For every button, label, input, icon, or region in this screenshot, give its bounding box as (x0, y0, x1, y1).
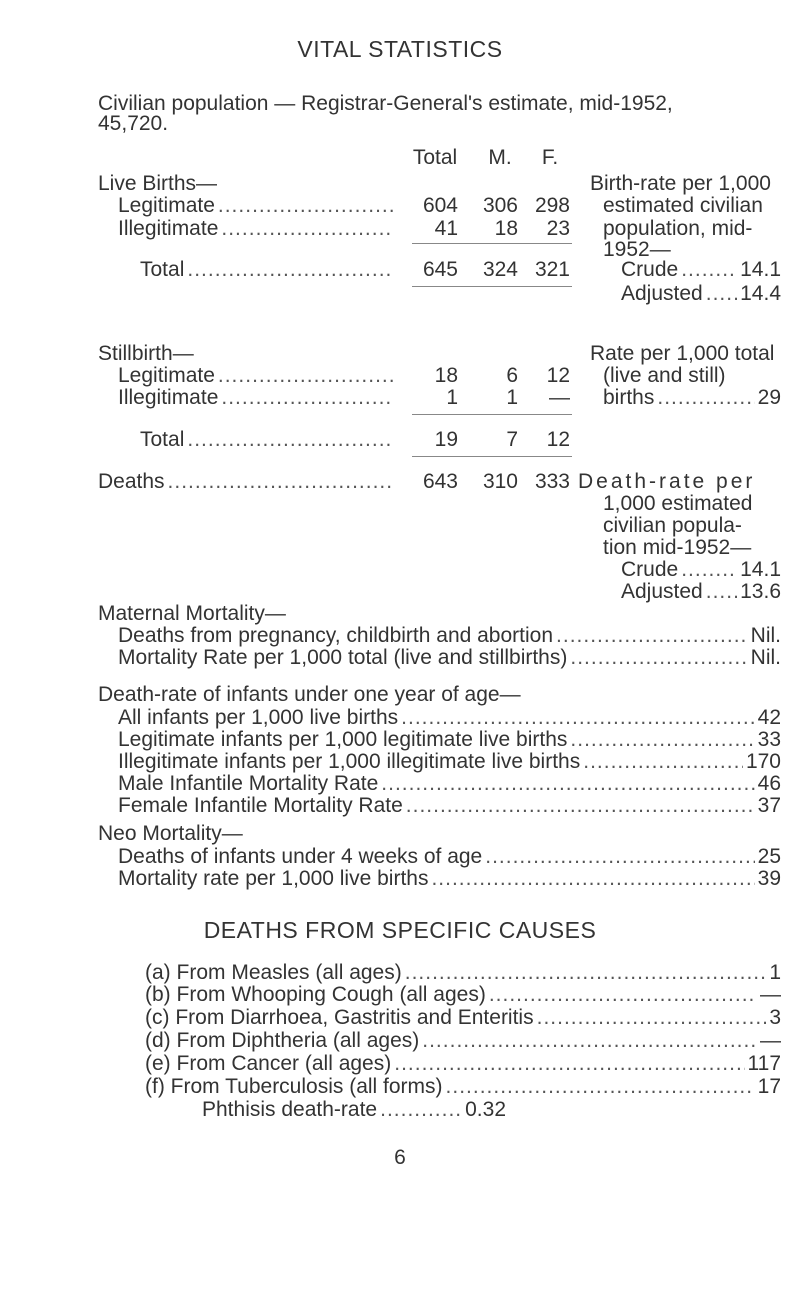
live-illegitimate-total: 41 (434, 217, 458, 240)
still-total-row: Total ..... (140, 428, 396, 452)
death-rate-line-1: Death-rate per (578, 470, 756, 493)
cause-row: (a) From Measles (all ages) ..... 1 (145, 961, 781, 985)
still-legitimate-total: 18 (434, 364, 458, 387)
phthisis-row: Phthisis death-rate ..... 0.32 (202, 1098, 506, 1122)
still-legitimate-row: Legitimate ..... (118, 364, 396, 388)
live-illegitimate-row: Illegitimate ..... (118, 217, 396, 241)
still-illegitimate-row: Illegitimate ..... (118, 386, 396, 410)
header-total: Total (412, 146, 458, 169)
page-number: 6 (394, 1146, 406, 1169)
infant-row: Female Infantile Mortality Rate ..... 37 (118, 794, 781, 818)
still-rate-line-1: Rate per 1,000 total (590, 342, 775, 365)
still-illegitimate-m: 1 (506, 386, 518, 409)
live-legitimate-f: 298 (534, 194, 570, 217)
infant-row: All infants per 1,000 live births ..... 42 (118, 706, 781, 730)
infant-row: Legitimate infants per 1,000 legitimate live births ..... 33 (118, 728, 781, 752)
infant-label: Death-rate of infants under one year of age— (98, 683, 521, 706)
deaths-f: 333 (534, 470, 570, 493)
still-illegitimate-f: — (549, 386, 570, 409)
still-rate-line-2: (live and still) (603, 364, 726, 387)
still-legitimate-m: 6 (506, 364, 518, 387)
live-illegitimate-f: 23 (546, 217, 570, 240)
death-rate-line-2: 1,000 estimated (603, 492, 753, 515)
maternal-label: Maternal Mortality— (98, 602, 286, 625)
cause-row: (f) From Tuberculosis (all forms) ..... 17 (145, 1075, 781, 1099)
deaths-row: Deaths ..... (98, 470, 396, 494)
still-rate-value: births ..... 29 (603, 386, 781, 410)
live-rule-2 (412, 286, 572, 287)
live-total-m: 324 (482, 258, 518, 281)
cause-row: (e) From Cancer (all ages) ..... 117 (145, 1052, 781, 1076)
death-rate-line-3: civilian popula- (603, 514, 742, 537)
birth-rate-line-3: population, mid- (603, 217, 753, 240)
live-rule-1 (412, 243, 572, 244)
cause-row: (b) From Whooping Cough (all ages) ..... — (145, 983, 781, 1007)
cause-row: (d) From Diphtheria (all ages) ..... — (145, 1029, 781, 1053)
still-total-f: 12 (546, 428, 570, 451)
maternal-row-deaths: Deaths from pregnancy, childbirth and abortion ..... Nil. (118, 624, 781, 648)
live-illegitimate-m: 18 (494, 217, 518, 240)
birth-rate-line-1: Birth-rate per 1,000 (590, 172, 771, 195)
still-rule-1 (412, 414, 572, 415)
deaths-m: 310 (482, 470, 518, 493)
still-legitimate-f: 12 (546, 364, 570, 387)
header-f: F. (541, 146, 559, 169)
live-total-total: 645 (422, 258, 458, 281)
live-total-f: 321 (534, 258, 570, 281)
birth-rate-line-4: 1952— (603, 238, 671, 261)
neo-row: Deaths of infants under 4 weeks of age ..... 25 (118, 845, 781, 869)
live-legitimate-total: 604 (422, 194, 458, 217)
birth-rate-line-2: estimated civilian (603, 194, 763, 217)
stillbirth-label: Stillbirth— (98, 342, 194, 365)
neo-label: Neo Mortality— (98, 822, 243, 845)
population-line-2: 45,720. (98, 112, 169, 135)
infant-row: Male Infantile Mortality Rate ..... 46 (118, 772, 781, 796)
still-rule-2 (412, 456, 572, 457)
death-rate-crude: Crude ..... 14.1 (621, 558, 781, 582)
live-total-row: Total ..... (140, 258, 396, 282)
still-total-total: 19 (434, 428, 458, 451)
maternal-row-rate: Mortality Rate per 1,000 total (live and stillbirths) ..... Nil. (118, 646, 781, 670)
death-rate-line-4: tion mid-1952— (603, 536, 752, 559)
population-line-1: Civilian population — Registrar-General's estimate, mid-1952, (98, 92, 673, 115)
live-legitimate-row: Legitimate ..... (118, 194, 396, 218)
deaths-total: 643 (422, 470, 458, 493)
birth-rate-adjusted: Adjusted ..... 14.4 (621, 282, 781, 306)
page-title: VITAL STATISTICS (297, 36, 503, 62)
live-legitimate-m: 306 (482, 194, 518, 217)
causes-title: DEATHS FROM SPECIFIC CAUSES (203, 917, 597, 943)
still-total-m: 7 (506, 428, 518, 451)
still-illegitimate-total: 1 (446, 386, 458, 409)
header-m: M. (488, 146, 512, 169)
neo-row: Mortality rate per 1,000 live births ..... 39 (118, 867, 781, 891)
live-births-label: Live Births— (98, 172, 218, 195)
birth-rate-crude: Crude ..... 14.1 (621, 258, 781, 282)
death-rate-adjusted: Adjusted ..... 13.6 (621, 580, 781, 604)
infant-row: Illegitimate infants per 1,000 illegitimate live births ..... 170 (118, 750, 781, 774)
cause-row: (c) From Diarrhoea, Gastritis and Enteritis ..... 3 (145, 1006, 781, 1030)
